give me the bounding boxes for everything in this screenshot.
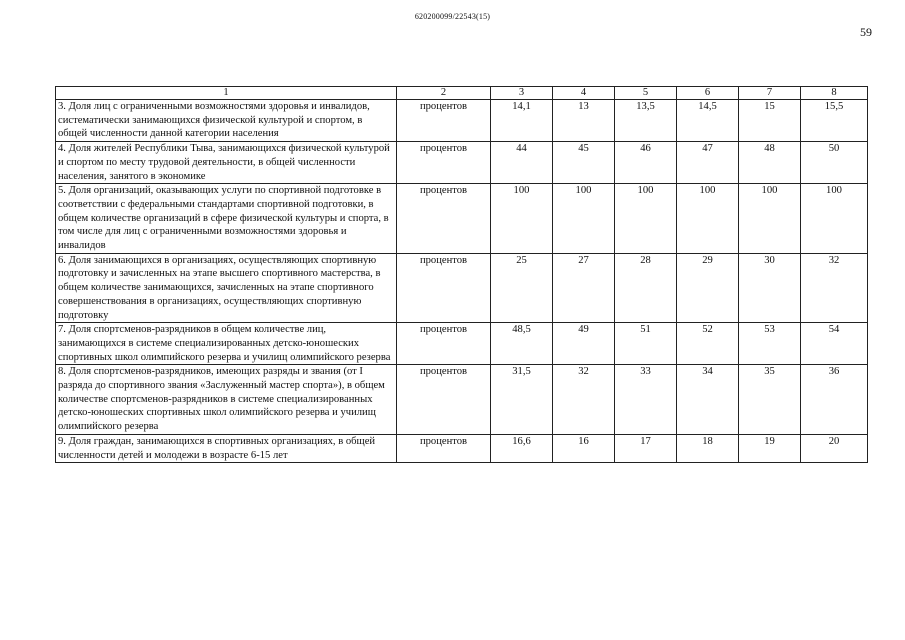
column-header: 6: [677, 87, 739, 100]
indicator-value: 48: [739, 142, 801, 184]
indicator-value: 15,5: [801, 100, 868, 142]
indicator-value: 29: [677, 253, 739, 323]
indicator-value: 51: [615, 323, 677, 365]
indicator-value: 52: [677, 323, 739, 365]
column-header: 1: [56, 87, 397, 100]
indicator-description: 5. Доля организаций, оказывающих услуги по спортивной подготовке в соответствии с федеральными стандартами спортивной подготовки, в общем количестве организаций в сфере физической культуры и спорта, в том числе для лиц с ограниченными возможностями здоровья и инвалидов: [56, 184, 397, 254]
indicator-value: 32: [553, 365, 615, 435]
indicator-value: 15: [739, 100, 801, 142]
indicator-value: 16: [553, 434, 615, 462]
indicator-description: 7. Доля спортсменов-разрядников в общем количестве лиц, занимающихся в системе специализированных детско-юношеских спортивных школ олимпийского резерва и училищ олимпийского резерва: [56, 323, 397, 365]
indicator-value: 13: [553, 100, 615, 142]
table-row: [56, 365, 868, 435]
indicator-value: 45: [553, 142, 615, 184]
indicators-table: [55, 86, 868, 463]
page-number: 59: [860, 25, 872, 39]
indicator-value: 33: [615, 365, 677, 435]
indicator-value: 20: [801, 434, 868, 462]
indicator-unit: процентов: [397, 323, 491, 365]
indicator-unit: процентов: [397, 142, 491, 184]
indicator-unit: процентов: [397, 253, 491, 323]
indicator-value: 100: [739, 184, 801, 254]
table-row: [56, 142, 868, 184]
indicator-value: 13,5: [615, 100, 677, 142]
indicator-value: 53: [739, 323, 801, 365]
indicator-value: 35: [739, 365, 801, 435]
indicator-value: 100: [553, 184, 615, 254]
indicator-value: 36: [801, 365, 868, 435]
table-row: [56, 100, 868, 142]
indicator-description: 8. Доля спортсменов-разрядников, имеющих разряды и звания (от I разряда до спортивного звания «Заслуженный мастер спорта»), в общем количестве спортсменов-разрядников в системе специализированных детско-юношеских спортивных школ олимпийского резерва и училищ олимпийского резерва: [56, 365, 397, 435]
column-header: 8: [801, 87, 868, 100]
indicator-value: 100: [615, 184, 677, 254]
column-header: 4: [553, 87, 615, 100]
indicator-unit: процентов: [397, 100, 491, 142]
indicator-description: 4. Доля жителей Республики Тыва, занимающихся физической культурой и спортом по месту трудовой деятельности, в общей численности населения, занятого в экономике: [56, 142, 397, 184]
indicator-value: 100: [491, 184, 553, 254]
document-id: 620200099/22543(15): [414, 12, 491, 21]
indicator-value: 46: [615, 142, 677, 184]
column-header: 2: [397, 87, 491, 100]
indicator-unit: процентов: [397, 184, 491, 254]
column-header: 3: [491, 87, 553, 100]
indicator-value: 31,5: [491, 365, 553, 435]
indicator-value: 34: [677, 365, 739, 435]
indicator-unit: процентов: [397, 434, 491, 462]
indicator-unit: процентов: [397, 365, 491, 435]
indicator-value: 54: [801, 323, 868, 365]
indicator-value: 47: [677, 142, 739, 184]
indicator-description: 6. Доля занимающихся в организациях, осуществляющих спортивную подготовку и зачисленных на этапе высшего спортивного мастерства, в общем количестве занимающихся, зачисленных на этапе спортивного совершенствования в организациях, осуществляющих спортивную подготовку: [56, 253, 397, 323]
indicator-value: 16,6: [491, 434, 553, 462]
indicator-value: 18: [677, 434, 739, 462]
column-header: 5: [615, 87, 677, 100]
indicator-value: 100: [677, 184, 739, 254]
header-row: [56, 87, 868, 100]
indicator-value: 25: [491, 253, 553, 323]
indicator-description: 3. Доля лиц с ограниченными возможностями здоровья и инвалидов, систематически занимающихся физической культурой и спортом, в общей численности данной категории населения: [56, 100, 397, 142]
indicator-value: 14,5: [677, 100, 739, 142]
indicator-description: 9. Доля граждан, занимающихся в спортивных организациях, в общей численности детей и молодежи в возрасте 6-15 лет: [56, 434, 397, 462]
indicator-value: 28: [615, 253, 677, 323]
column-header: 7: [739, 87, 801, 100]
table-row: [56, 323, 868, 365]
indicator-value: 100: [801, 184, 868, 254]
table-row: [56, 184, 868, 254]
indicator-value: 50: [801, 142, 868, 184]
indicator-value: 44: [491, 142, 553, 184]
indicator-value: 32: [801, 253, 868, 323]
indicator-value: 14,1: [491, 100, 553, 142]
indicator-value: 17: [615, 434, 677, 462]
indicator-value: 27: [553, 253, 615, 323]
table-header: [56, 87, 868, 100]
indicator-value: 49: [553, 323, 615, 365]
indicator-value: 48,5: [491, 323, 553, 365]
indicator-value: 30: [739, 253, 801, 323]
table-row: [56, 434, 868, 462]
indicator-value: 19: [739, 434, 801, 462]
table-row: [56, 253, 868, 323]
